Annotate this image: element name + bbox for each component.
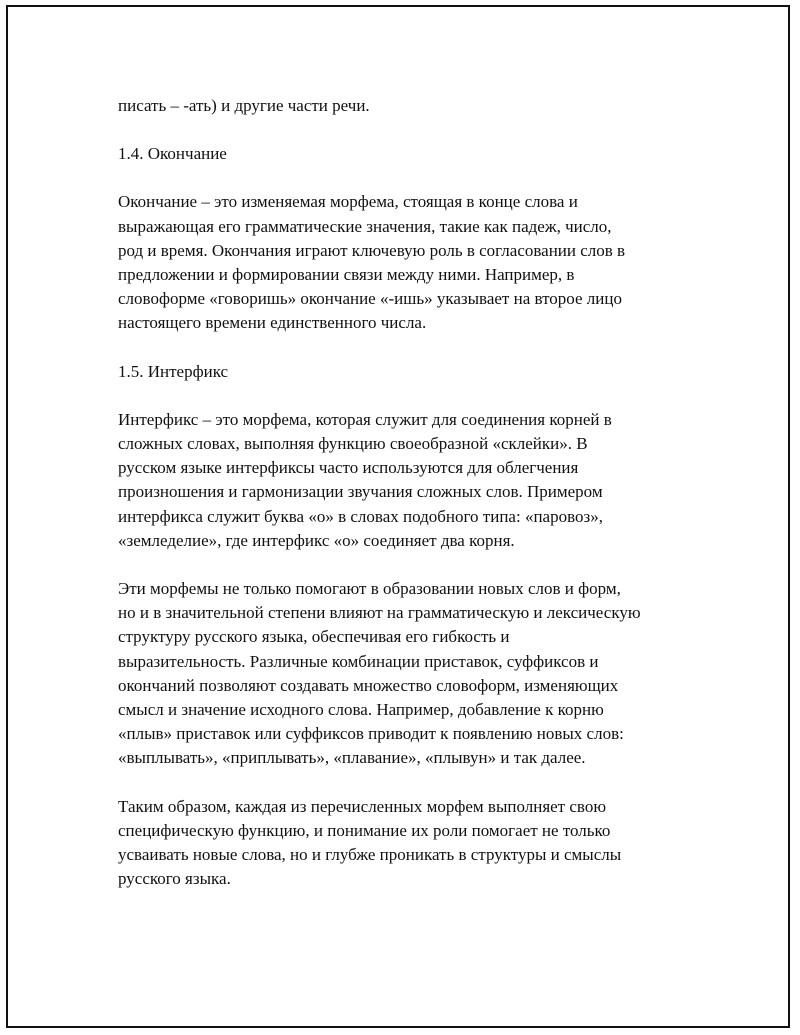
text-line: Интерфикс – это морфема, которая служит для соединения корней в — [118, 409, 612, 429]
text-line: настоящего времени единственного числа. — [118, 313, 427, 333]
text-line: Эти морфемы не только помогают в образовании новых слов и форм, — [118, 579, 621, 599]
text-line: предложении и формировании связи между ними. Например, в — [118, 265, 575, 285]
text-line: «плыв» приставок или суффиксов приводит к появлению новых слов: — [118, 724, 624, 744]
text-line: смысл и значение исходного слова. Например, добавление к корню — [118, 700, 604, 720]
document-body — [118, 94, 718, 915]
paragraph-morphemes — [118, 577, 718, 771]
text-line: выражающая его грамматические значения, такие как падеж, число, — [118, 216, 612, 236]
text-line: произношения и гармонизации звучания сложных слов. Примером — [118, 482, 603, 502]
text-line: но и в значительной степени влияют на грамматическую и лексическую — [118, 603, 641, 623]
text-line: сложных словах, выполняя функцию своеобразной «склейки». В — [118, 434, 588, 454]
text-line: Окончание – это изменяемая морфема, стоящая в конце слова и — [118, 192, 578, 212]
text-line: интерфикса служит буква «о» в словах подобного типа: «паровоз», — [118, 506, 603, 526]
text-line: род и время. Окончания играют ключевую роль в согласовании слов в — [118, 240, 626, 260]
text-line: усваивать новые слова, но и глубже проникать в структуры и смыслы — [118, 845, 622, 865]
text-line: Таким образом, каждая из перечисленных морфем выполняет свою — [118, 796, 607, 816]
text-line: структуру русского языка, обеспечивая его гибкость и — [118, 627, 510, 647]
text-line: «земледелие», где интерфикс «о» соединяет два корня. — [118, 530, 515, 550]
text-line: русского языка. — [118, 869, 231, 889]
section-heading-ending: 1.4. Окончание — [118, 144, 227, 164]
paragraph-interfix — [118, 408, 718, 553]
paragraph-ending — [118, 190, 718, 335]
text-line: русском языке интерфиксы часто используются для облегчения — [118, 458, 579, 478]
paragraph-conclusion — [118, 795, 718, 892]
text-line: окончаний позволяют создавать множество словоформ, изменяющих — [118, 675, 619, 695]
text-line: словоформе «говоришь» окончание «-ишь» указывает на второе лицо — [118, 289, 622, 309]
text-line: выразительность. Различные комбинации приставок, суффиксов и — [118, 651, 599, 671]
intro-paragraph — [118, 94, 718, 118]
text-line: писать – -ать) и другие части речи. — [118, 96, 370, 115]
text-line: специфическую функцию, и понимание их роли помогает не только — [118, 820, 611, 840]
text-line: «выплывать», «приплывать», «плавание», «плывун» и так далее. — [118, 748, 586, 768]
section-heading-interfix: 1.5. Интерфикс — [118, 361, 229, 381]
